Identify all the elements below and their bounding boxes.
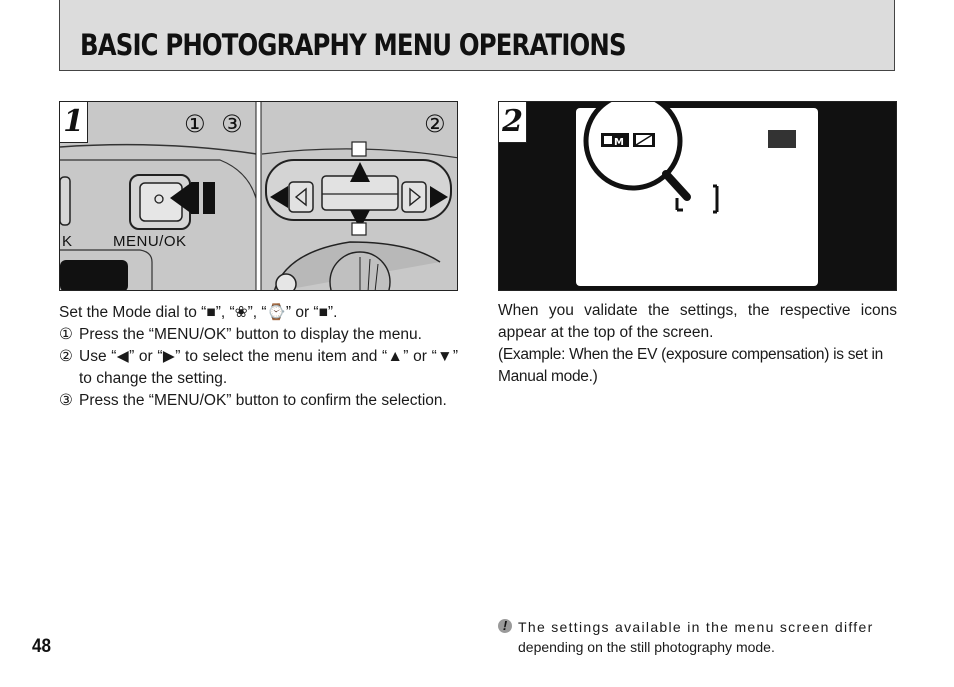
step-text: Press the “MENU/OK” button to display the menu. <box>79 326 422 343</box>
note-line-2: depending on the still photography mode. <box>518 639 775 655</box>
callout-1-3: ① ③ <box>184 110 247 138</box>
menu-ok-label: MENU/OK <box>113 233 187 250</box>
caution-note <box>498 617 897 657</box>
left-instructions <box>59 302 458 412</box>
step-number-2: 2 <box>499 102 527 143</box>
camera-illustration <box>60 102 458 291</box>
validate-paragraph: When you validate the settings, the respective icons appear at the top of the screen. <box>498 302 897 341</box>
step-number-1: 1 <box>60 102 88 143</box>
svg-text:M: M <box>614 137 624 148</box>
figure-2-lcd-screen <box>498 101 897 291</box>
callout-2: ② <box>424 110 450 138</box>
mode-dial-intro: Set the Mode dial to “■”, “❀”, “⌚” or “■”. <box>59 304 338 321</box>
right-description <box>498 300 897 388</box>
cut-label: K <box>62 233 73 250</box>
example-paragraph: (Example: When the EV (exposure compensation) is set in Manual mode.) <box>498 346 883 385</box>
page-title: BASIC PHOTOGRAPHY MENU OPERATIONS <box>80 28 626 62</box>
step-bullet: ③ <box>59 392 73 409</box>
page-number: 48 <box>32 636 52 657</box>
list-item <box>59 324 458 346</box>
step-bullet: ② <box>59 348 73 365</box>
step-text: Use “◀” or “▶” to select the menu item and “▲” or “▼” to change the setting. <box>79 348 458 387</box>
figure-1-camera-controls <box>59 101 458 291</box>
list-item <box>59 346 458 390</box>
list-item <box>59 390 458 412</box>
caution-icon: ! <box>498 619 512 633</box>
lcd-illustration <box>499 102 897 291</box>
step-text: Press the “MENU/OK” button to confirm the selection. <box>79 392 447 409</box>
page-header <box>59 0 895 71</box>
step-bullet: ① <box>59 326 73 343</box>
note-line-1: The settings available in the menu screen differ <box>518 619 874 635</box>
